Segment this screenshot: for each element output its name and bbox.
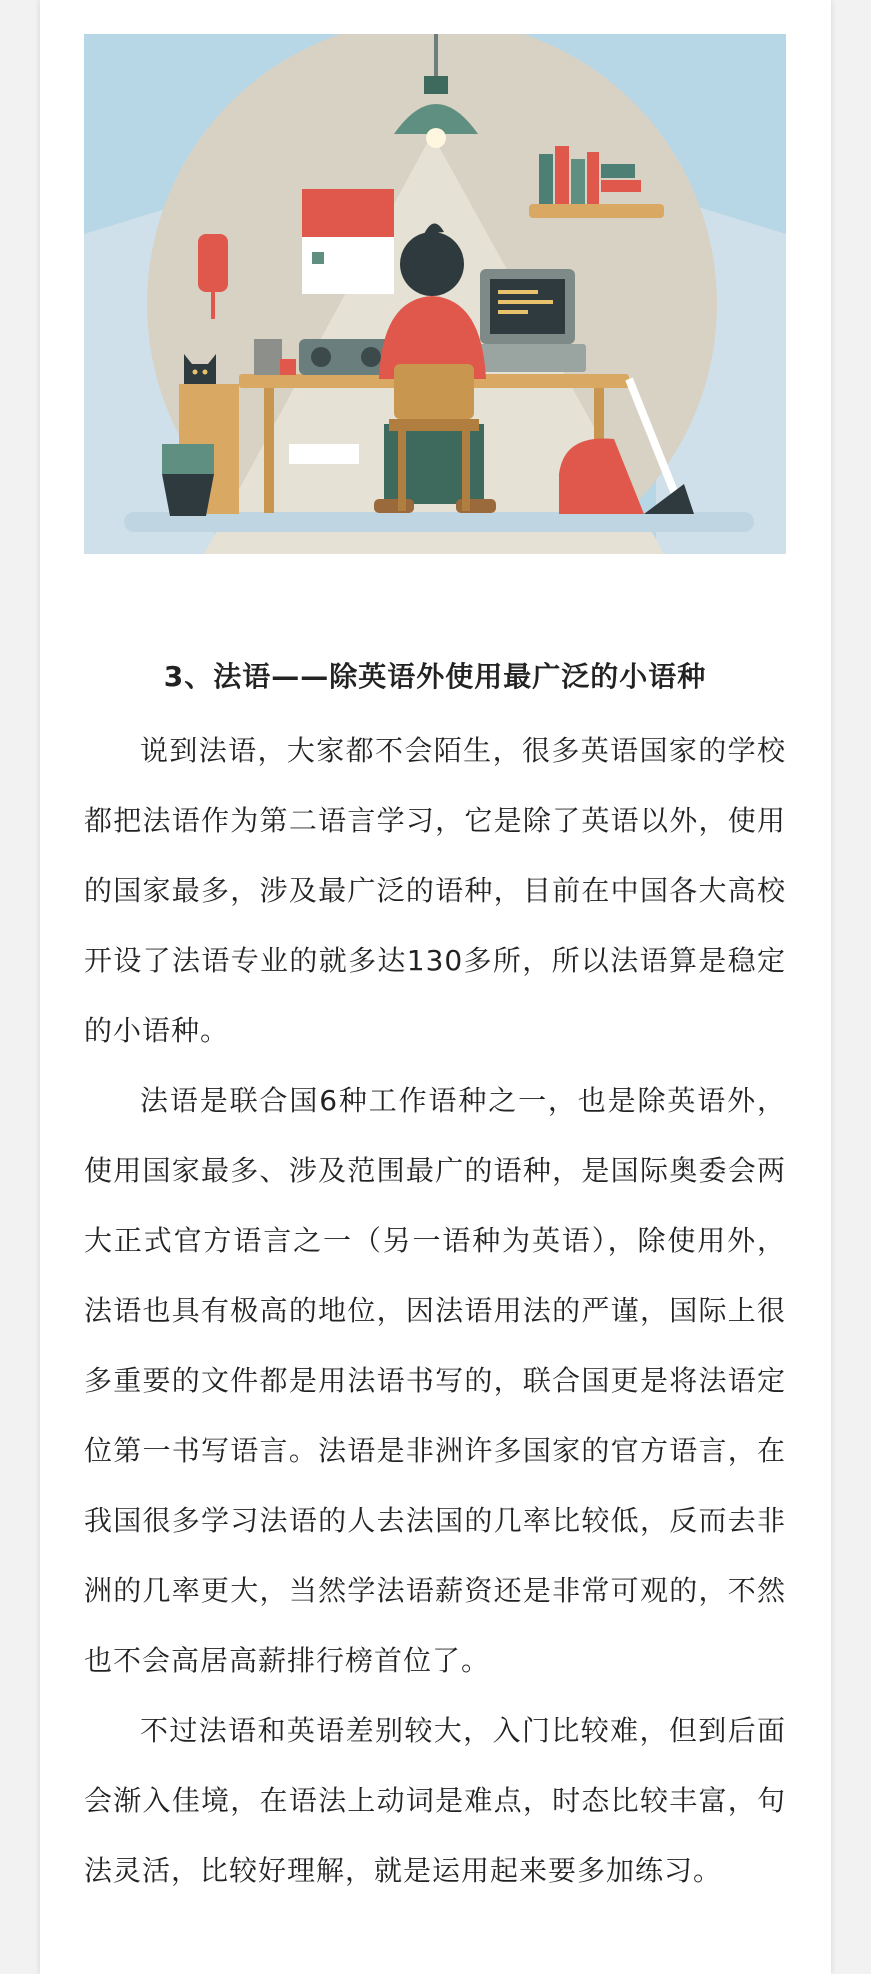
cat-eye-right (203, 370, 208, 375)
calendar-mark (312, 252, 324, 264)
chair-leg-left (398, 431, 406, 511)
article-page (40, 0, 831, 1974)
lamp-bulb (426, 128, 446, 148)
paragraph-difficulty: 不过法语和英语差别较大，入门比较难，但到后面会渐入佳境，在语法上动词是难点，时态比较丰富，句法灵活，比较好理解，就是运用起来要多加练习。 (84, 1714, 786, 1887)
monitor-screen (490, 279, 565, 334)
wall-phone (198, 234, 228, 292)
mug (280, 359, 296, 375)
chair-seat (389, 419, 479, 431)
book-4 (587, 152, 599, 204)
radio-speaker-right (361, 347, 381, 367)
plant-pot (162, 474, 214, 516)
lamp-cap (424, 76, 448, 94)
shoe-left (374, 499, 414, 513)
cat-eye-left (193, 370, 198, 375)
chair-back (394, 364, 474, 419)
chair-leg-right (462, 431, 470, 511)
article-body (84, 650, 786, 1906)
book-6 (601, 180, 641, 192)
desk-leg-left (264, 388, 274, 513)
section-heading: 3、法语——除英语外使用最广泛的小语种 (163, 660, 707, 693)
book-3 (571, 159, 585, 204)
kettle (254, 339, 282, 375)
pot-rim (162, 444, 214, 474)
book-2 (555, 146, 569, 204)
shelf (529, 204, 664, 218)
calendar-top (302, 189, 394, 237)
radio-speaker-left (311, 347, 331, 367)
book-1 (539, 154, 553, 204)
screen-line-2 (498, 300, 553, 304)
screen-line-1 (498, 290, 538, 294)
power-strip (289, 444, 359, 464)
screen-line-3 (498, 310, 528, 314)
book-5 (601, 164, 635, 178)
computer-base (476, 344, 586, 372)
person-head (400, 232, 464, 296)
desk-worker-illustration (84, 34, 786, 554)
floor-strip (124, 512, 754, 532)
paragraph-intro: 说到法语，大家都不会陌生，很多英语国家的学校都把法语作为第二语言学习，它是除了英语以外，使用的国家最多，涉及最广泛的语种，目前在中国各大高校开设了法语专业的就多达130多所，所以法语算是稳定的小语种。 (84, 734, 786, 1047)
paragraph-status: 法语是联合国6种工作语种之一，也是除英语外，使用国家最多、涉及范围最广的语种，是国际奥委会两大正式官方语言之一（另一语种为英语），除使用外，法语也具有极高的地位，因法语用法的严谨，国际上很多重要的文件都是用法语书写的，联合国更是将法语定位第一书写语言。法语是非洲许多国家的官方语言，在我国很多学习法语的人去法国的几率比较低，反而去非洲的几率更大，当然学法语薪资还是非常可观的，不然也不会高居高薪排行榜首位了。 (84, 1084, 786, 1677)
